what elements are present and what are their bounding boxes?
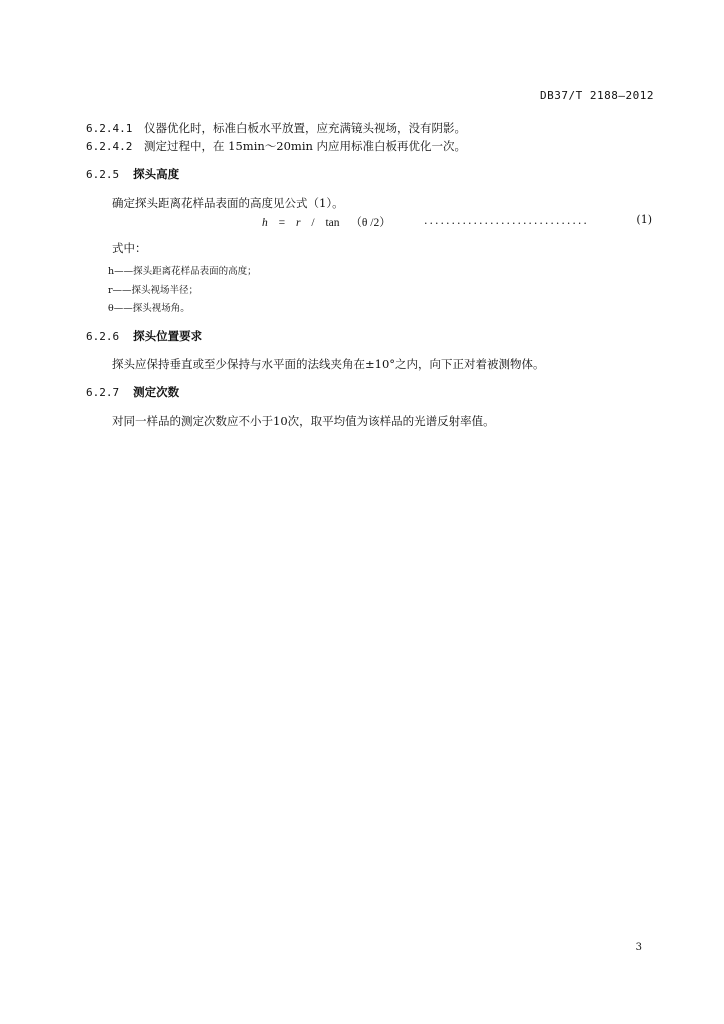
page-number: 3 (635, 942, 642, 953)
section-6-2-7-text: 对同一样品的测定次数应不小于10次，取平均值为该样品的光谱反射率值。 (112, 414, 495, 428)
section-6-2-5-intro: 确定探头距离花样品表面的高度见公式（1）。 (112, 196, 344, 210)
section-heading-6-2-6 (86, 328, 202, 344)
definition-h: h——探头距离花样品表面的高度； (108, 266, 257, 277)
definition-theta: θ——探头视场角。 (108, 303, 190, 314)
clause-text: 仪器优化时，标准白板水平放置，应充满镜头视场，没有阴影。 (144, 121, 466, 135)
section-number: 6.2.6 (86, 330, 120, 343)
clause-number: 6.2.4.2 (86, 140, 133, 153)
section-6-2-6-text: 探头应保持垂直或至少保持与水平面的法线夹角在±10°之内，向下正对着被测物体。 (112, 357, 545, 371)
definition-r: r——探头视场半径； (108, 285, 199, 296)
formula-leader-dots: .............................. (424, 214, 589, 227)
section-number: 6.2.7 (86, 386, 120, 399)
section-heading-6-2-7 (86, 384, 179, 400)
clause-text: 测定过程中，在 15min～20min 内应用标准白板再优化一次。 (144, 139, 467, 153)
section-number: 6.2.5 (86, 168, 120, 181)
section-title: 测定次数 (133, 385, 180, 399)
section-heading-6-2-5 (86, 166, 179, 182)
clause-6-2-4-1 (86, 120, 466, 136)
formula-number: (1) (636, 213, 652, 226)
section-title: 探头位置要求 (133, 329, 203, 343)
formula-1 (262, 214, 399, 230)
formula-tan: tan (325, 217, 340, 229)
formula-equals: = (278, 217, 286, 229)
standard-code-header: DB37/T 2188—2012 (540, 89, 654, 102)
formula-slash: / (311, 217, 315, 229)
formula-arg: （θ /2） (350, 217, 391, 229)
formula-lhs: h (262, 217, 268, 229)
formula-r: r (296, 217, 301, 229)
section-title: 探头高度 (133, 167, 180, 181)
clause-number: 6.2.4.1 (86, 122, 133, 135)
where-label: 式中： (112, 241, 147, 255)
clause-6-2-4-2 (86, 138, 466, 154)
